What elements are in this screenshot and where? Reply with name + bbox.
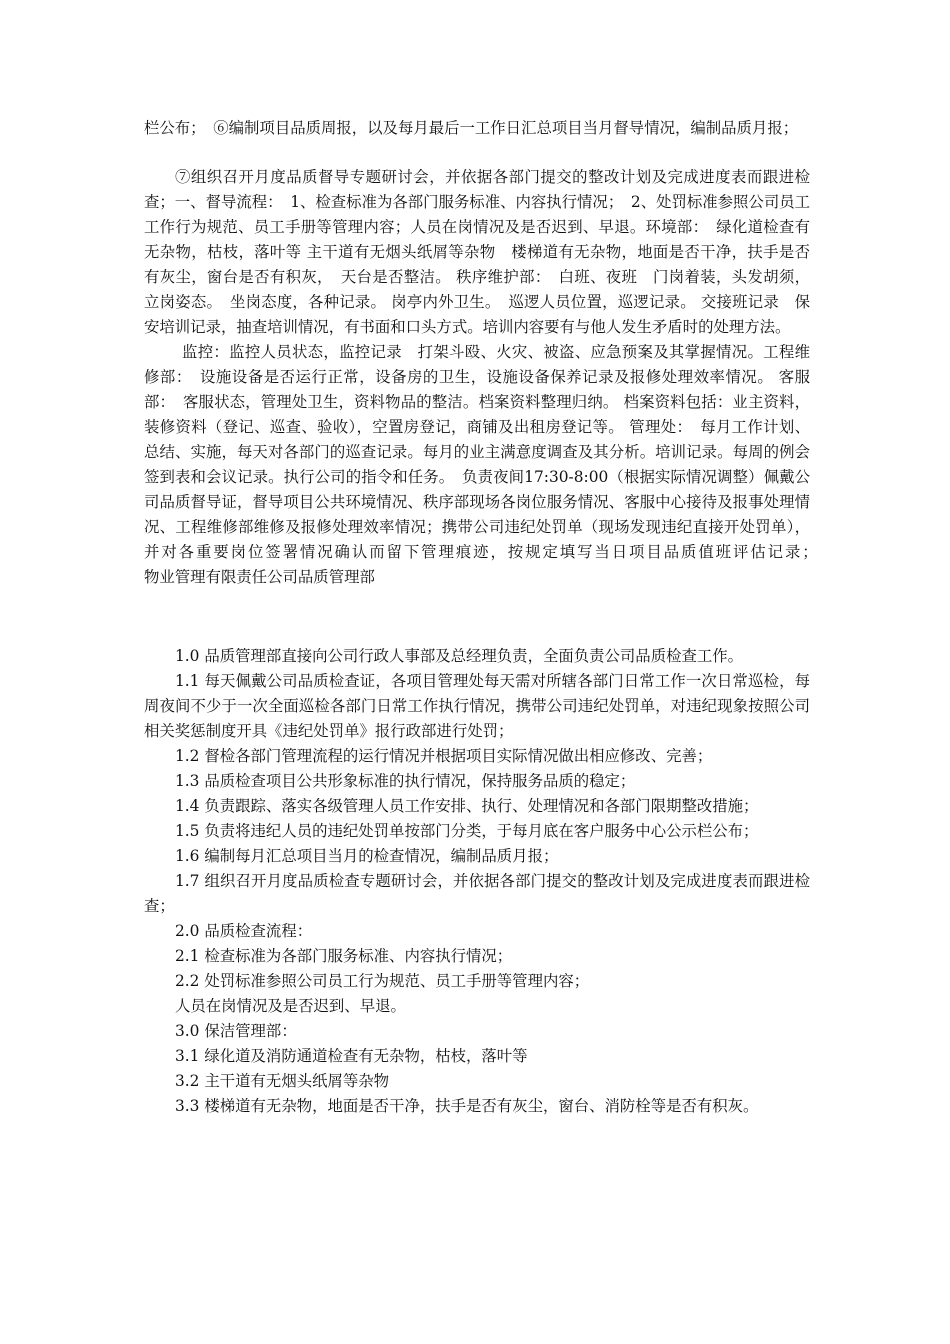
- quality-management-list: [144, 644, 810, 1119]
- document-page: [144, 116, 949, 1119]
- list-item: 1.5 负责将违纪人员的违纪处罚单按部门分类，于每月底在客户服务中心公示栏公布；: [175, 822, 759, 840]
- paragraph-spacer: [144, 141, 810, 165]
- section-spacer: [144, 590, 810, 644]
- list-item: 2.0 品质检查流程：: [175, 922, 313, 940]
- list-item: 1.6 编制每月汇总项目当月的检查情况，编制品质月报；: [175, 847, 559, 865]
- list-item: 3.1 绿化道及消防通道检查有无杂物，枯枝，落叶等: [175, 1047, 528, 1065]
- list-item: 人员在岗情况及是否迟到、早退。: [175, 997, 406, 1015]
- list-item: 3.0 保洁管理部：: [175, 1022, 297, 1040]
- list-item: 1.2 督检各部门管理流程的运行情况并根据项目实际情况做出相应修改、完善；: [175, 747, 713, 765]
- list-item: 1.3 品质检查项目公共形象标准的执行情况，保持服务品质的稳定；: [175, 772, 636, 790]
- paragraph-report-continuation: 栏公布； ⑥编制项目品质周报，以及每月最后一工作日汇总项目当月督导情况，编制品质月报；: [144, 119, 799, 137]
- paragraph-monitoring-and-departments: 监控：监控人员状态，监控记录 打架斗殴、火灾、被盗、应急预案及其掌握情况。工程维修部： 设施设备是否运行正常，设备房的卫生，设施设备保养记录及报修处理效率情况。 客服部： 客服状态，管理处卫生，资料物品的整洁。档案资料整理归纳。 档案资料包括：业主资料，装修资料（登记、巡查、验收），空置房登记，商铺及出租房登记等。 管理处： 每月工作计划、总结、实施，每天对各部门的巡查记录。每月的业主满意度调查及其分析。培训记录。每周的例会签到表和会议记录。执行公司的指令和任务。 负责夜间17:30-8:00（根据实际情况调整）佩戴公司品质督导证，督导项目公共环境情况、秩序部现场各岗位服务情况、客服中心接待及报事处理情况、工程维修部维修及报修处理效率情况；携带公司违纪处罚单（现场发现违纪直接开处罚单），并对各重要岗位签署情况确认而留下管理痕迹，按规定填写当日项目品质值班评估记录； 物业管理有限责任公司品质管理部: [144, 343, 949, 586]
- list-item: 3.2 主干道有无烟头纸屑等杂物: [175, 1072, 390, 1090]
- list-item: 3.3 楼梯道有无杂物，地面是否干净，扶手是否有灰尘，窗台、消防栓等是否有积灰。: [175, 1097, 759, 1115]
- list-item: 1.0 品质管理部直接向公司行政人事部及总经理负责，全面负责公司品质检查工作。: [175, 647, 744, 665]
- list-item: 1.7 组织召开月度品质检查专题研讨会，并依据各部门提交的整改计划及完成进度表而跟进检查；: [144, 872, 810, 915]
- paragraph-supervision-process: ⑦组织召开月度品质督导专题研讨会，并依据各部门提交的整改计划及完成进度表而跟进检查；一、督导流程： 1、检查标准为各部门服务标准、内容执行情况； 2、处罚标准参照公司员工工作行为规范、员工手册等管理内容；人员在岗情况及是否迟到、早退。环境部： 绿化道检查有无杂物，枯枝，落叶等 主干道有无烟头纸屑等杂物 楼梯道有无杂物，地面是否干净，扶手是否有灰尘，窗台是否有积灰， 天台是否整洁。 秩序维护部： 白班、夜班 门岗着装，头发胡须，立岗姿态。 坐岗态度，各种记录。 岗亭内外卫生。 巡逻人员位置，巡逻记录。 交接班记录 保安培训记录，抽查培训情况，有书面和口头方式。培训内容要有与他人发生矛盾时的处理方法。: [144, 168, 810, 336]
- list-item: 2.1 检查标准为各部门服务标准、内容执行情况；: [175, 947, 513, 965]
- list-item: 1.4 负责跟踪、落实各级管理人员工作安排、执行、处理情况和各部门限期整改措施；: [175, 797, 759, 815]
- list-item: 1.1 每天佩戴公司品质检查证，各项目管理处每天需对所辖各部门日常工作一次日常巡检，每周夜间不少于一次全面巡检各部门日常工作执行情况，携带公司违纪处罚单，对违纪现象按照公司相关奖惩制度开具《违纪处罚单》报行政部进行处罚；: [144, 672, 810, 740]
- list-item: 2.2 处罚标准参照公司员工行为规范、员工手册等管理内容；: [175, 972, 590, 990]
